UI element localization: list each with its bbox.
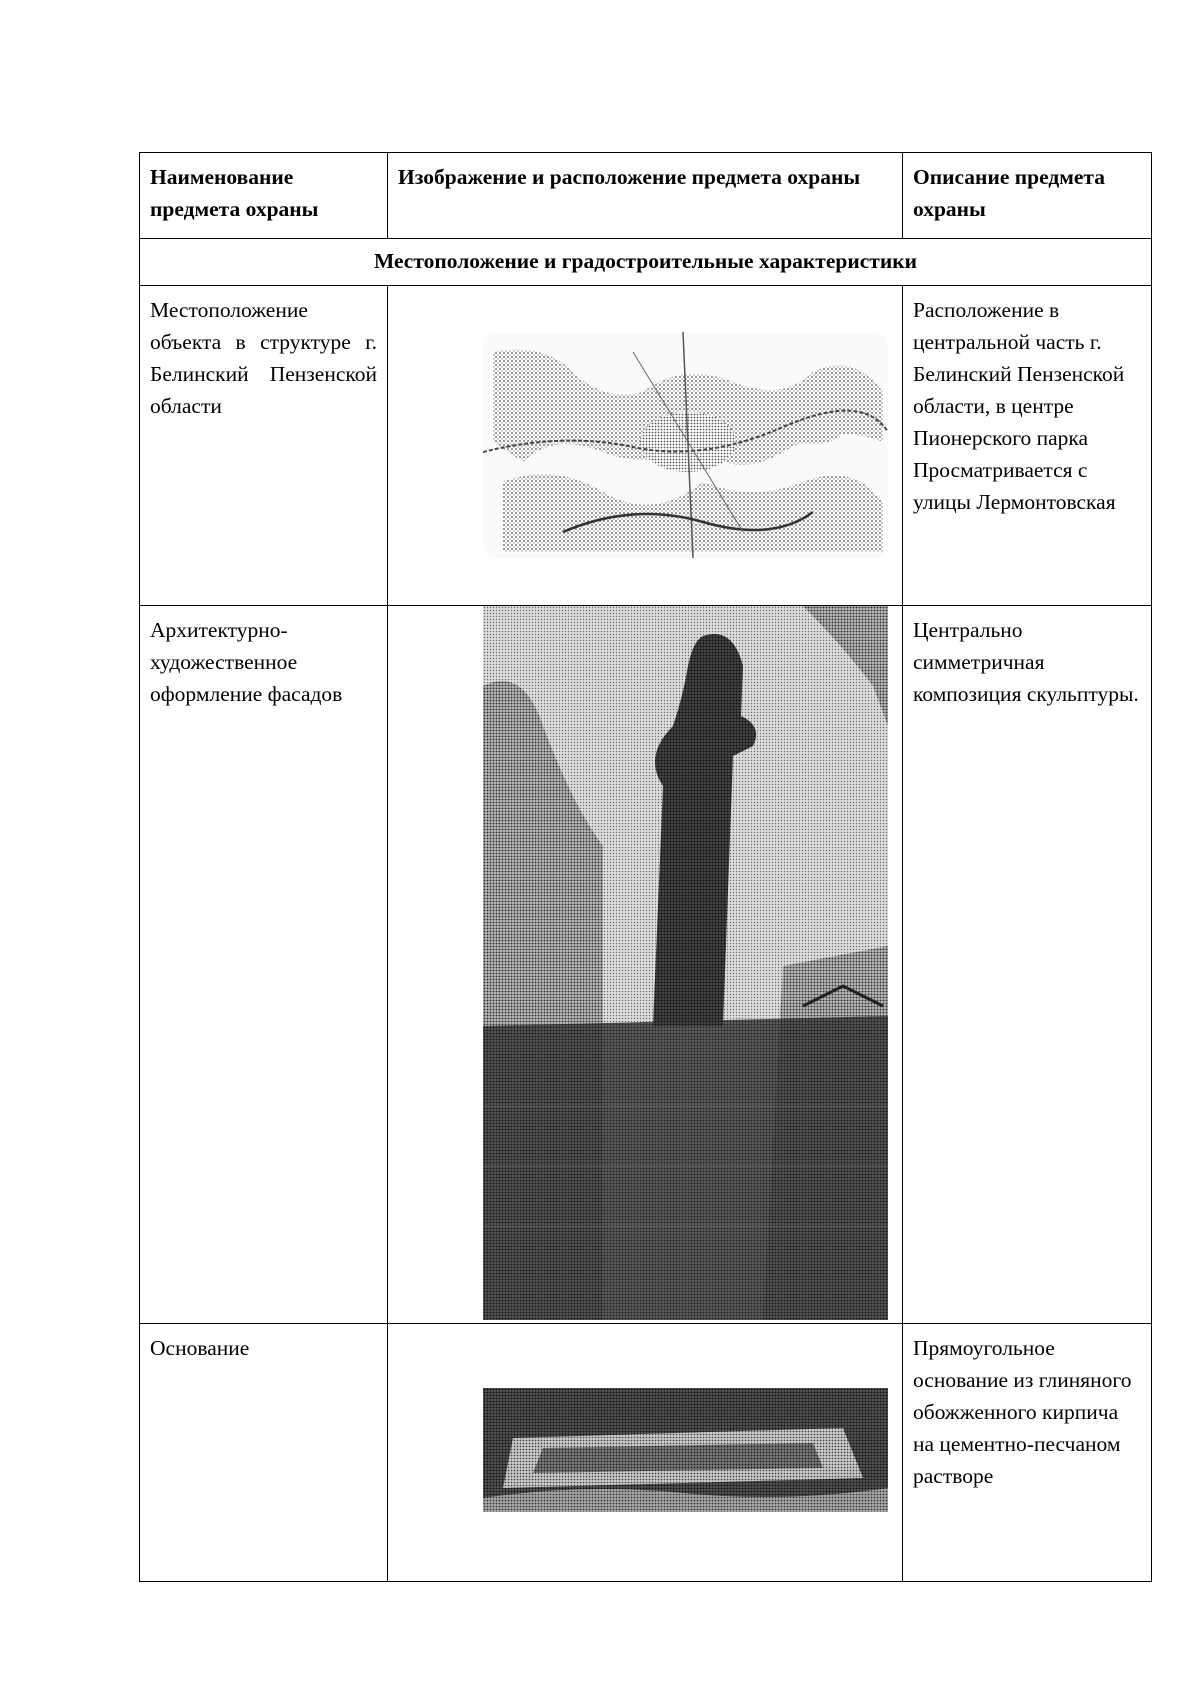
header-image: Изображение и расположение предмета охраны bbox=[388, 153, 903, 239]
row-description: Расположение в центральной часть г. Белинский Пензенской области, в центре Пионерского парка Просматривается с улицы Лермонтовская bbox=[903, 286, 1152, 606]
row-image-cell bbox=[388, 1324, 903, 1582]
row-description: Прямоугольное основание из глиняного обожженного кирпича на цементно-песчаном растворе bbox=[903, 1324, 1152, 1582]
row-description: Центрально симметричная композиция скульптуры. bbox=[903, 606, 1152, 1324]
header-name: Наименование предмета охраны bbox=[140, 153, 388, 239]
table-row bbox=[140, 286, 1152, 606]
foundation-photo bbox=[483, 1388, 888, 1512]
table-row bbox=[140, 1324, 1152, 1582]
row-image-cell bbox=[388, 606, 903, 1324]
map-image bbox=[483, 332, 888, 558]
monument-photo bbox=[483, 606, 888, 1320]
table-header-row bbox=[140, 153, 1152, 239]
section-row bbox=[140, 239, 1152, 286]
header-description: Описание предмета охраны bbox=[903, 153, 1152, 239]
section-title: Местоположение и градостроительные характеристики bbox=[140, 239, 1152, 286]
row-name: Местоположение объекта в структуре г. Белинский Пензенской области bbox=[140, 286, 388, 606]
table-row bbox=[140, 606, 1152, 1324]
protection-subject-table bbox=[139, 152, 1152, 1582]
row-name: Архитектурно-художественное оформление фасадов bbox=[140, 606, 388, 1324]
row-name: Основание bbox=[140, 1324, 388, 1582]
row-image-cell bbox=[388, 286, 903, 606]
